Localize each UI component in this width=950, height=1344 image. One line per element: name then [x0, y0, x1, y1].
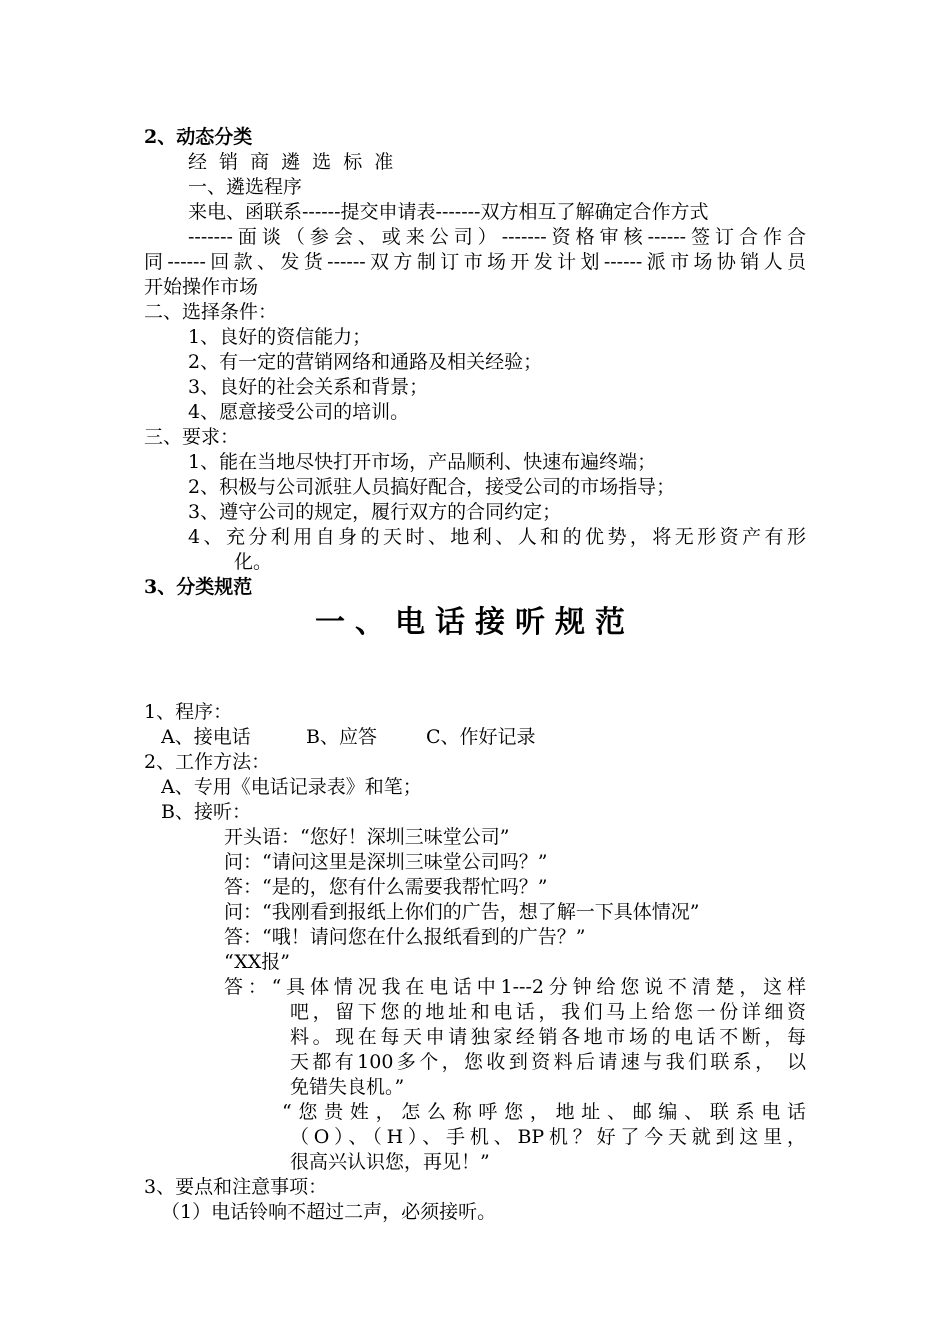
program-label: 1、程序：: [144, 701, 233, 723]
dialog-line: 开头语：“您好！深圳三味堂公司”: [224, 826, 510, 848]
ask-line: “您贵姓，怎么称呼您，地址、邮编、联系电话: [282, 1101, 806, 1123]
dealer-selection-subtitle: 经 销 商 遴 选 标 准: [188, 151, 397, 173]
requirement-item: 4、充分利用自身的天时、地利、人和的优势，将无形资产有形: [188, 526, 806, 548]
answer-line: 吧，留下您的地址和电话，我们马上给您一份详细资: [290, 1001, 806, 1023]
notes-label: 3、要点和注意事项：: [144, 1176, 328, 1198]
selection-procedure-heading: 一、遴选程序: [188, 176, 303, 198]
condition-item: 3、良好的社会关系和背景；: [188, 376, 429, 398]
work-method-label: 2、工作方法：: [144, 751, 271, 773]
requirements-heading: 三、要求：: [144, 426, 240, 448]
section-heading-classification-rules: 3、分类规范: [144, 576, 253, 598]
answer-line: 答：“具体情况我在电话中1---2分钟给您说不清楚，这样: [224, 976, 806, 998]
work-method-item: A、专用《电话记录表》和笔；: [161, 776, 422, 798]
program-options: [161, 725, 823, 749]
condition-item: 1、良好的资信能力；: [188, 326, 372, 348]
procedure-line: 开始操作市场: [144, 276, 259, 298]
procedure-line: 来电、函联系------提交申请表-------双方相互了解确定合作方式: [188, 201, 709, 223]
dialog-line: 问：“请问这里是深圳三味堂公司吗？”: [224, 851, 548, 873]
dialog-line: “XX报”: [224, 951, 291, 973]
section-heading-dynamic-classification: 2、动态分类: [144, 126, 253, 148]
selection-conditions-heading: 二、选择条件：: [144, 301, 278, 323]
program-option: C、作好记录: [426, 726, 536, 748]
answer-line: 天都有100多个，您收到资料后请速与我们联系， 以: [290, 1051, 806, 1073]
page-title: 一、电话接听规范: [315, 605, 635, 640]
condition-item: 2、有一定的营销网络和通路及相关经验；: [188, 351, 543, 373]
procedure-line: -------面谈（参会、或来公司）-------资格审核------签订合作合: [188, 226, 806, 248]
answer-line: 免错失良机。”: [290, 1076, 405, 1098]
program-option: B、应答: [306, 726, 377, 748]
work-method-item: B、接听：: [161, 801, 251, 823]
requirement-item-continuation: 化。: [234, 551, 273, 573]
requirement-item: 1、能在当地尽快打开市场，产品顺利、快速布遍终端；: [188, 451, 657, 473]
procedure-line: 同------回款、发货------双方制订市场开发计划------派市场协销人员: [144, 251, 806, 273]
dialog-line: 答：“哦！请问您在什么报纸看到的广告？”: [224, 926, 586, 948]
requirement-item: 2、积极与公司派驻人员搞好配合，接受公司的市场指导；: [188, 476, 676, 498]
requirement-item: 3、遵守公司的规定，履行双方的合同约定；: [188, 501, 562, 523]
program-option: A、接电话: [161, 726, 251, 748]
ask-line: 很高兴认识您，再见！”: [290, 1151, 490, 1173]
condition-item: 4、愿意接受公司的培训。: [188, 401, 410, 423]
ask-line: （O）、（H）、手机、BP机？好了今天就到这里，: [290, 1126, 806, 1148]
notes-item: （1）电话铃响不超过二声，必须接听。: [161, 1201, 497, 1223]
answer-line: 料。现在每天申请独家经销各地市场的电话不断，每: [290, 1026, 806, 1048]
dialog-line: 答：“是的，您有什么需要我帮忙吗？”: [224, 876, 548, 898]
dialog-line: 问：“我刚看到报纸上你们的广告，想了解一下具体情况”: [224, 901, 700, 923]
